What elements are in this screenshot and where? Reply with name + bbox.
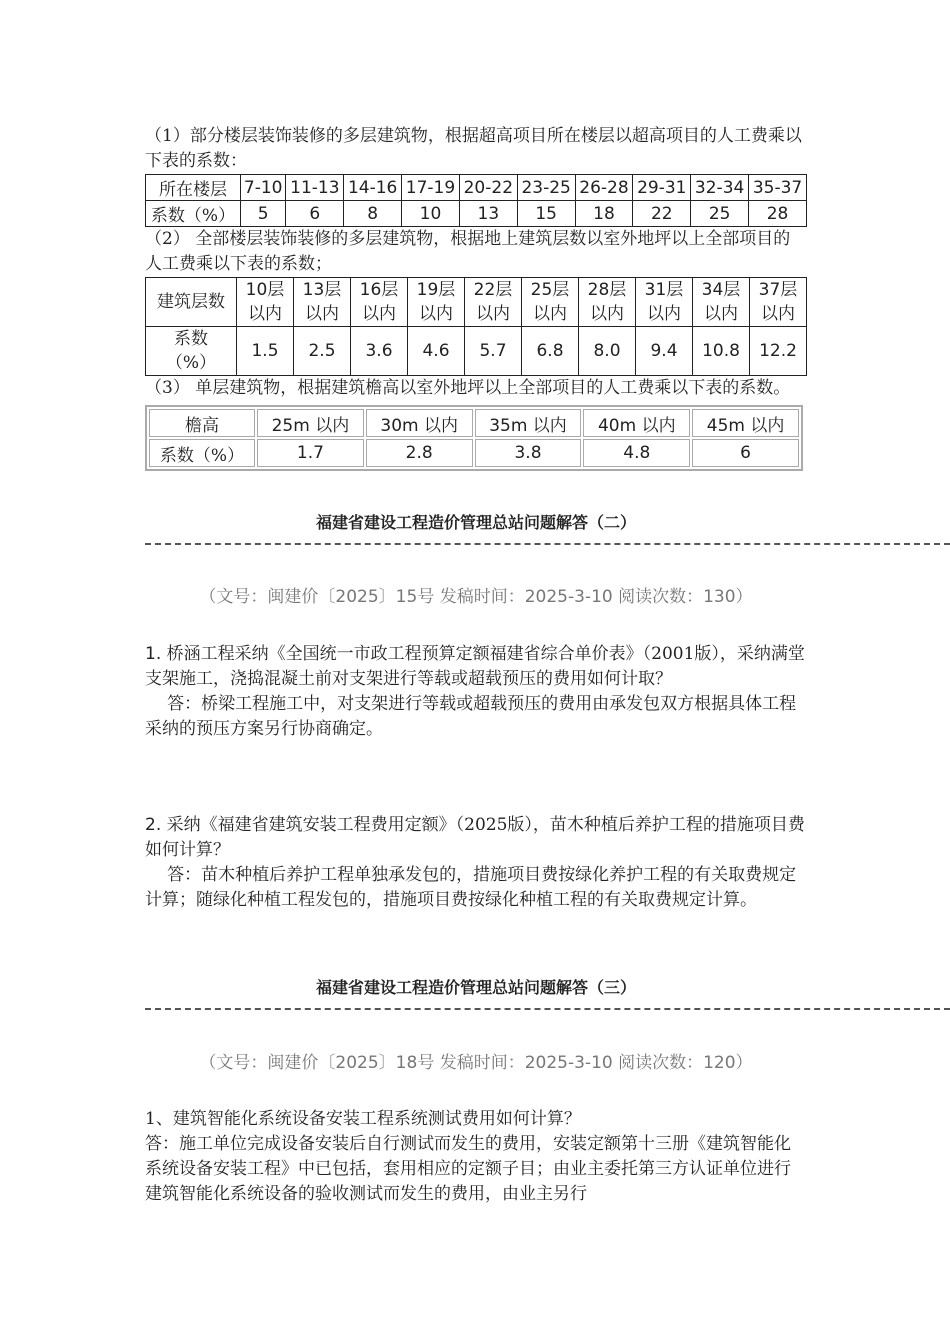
cell-line: 以内 — [476, 304, 510, 324]
question-block — [145, 642, 807, 742]
table-cell: 17-19 — [402, 175, 460, 201]
table-cell: 12.2 — [750, 327, 807, 376]
paragraph-1: （1）部分楼层装饰装修的多层建筑物，根据超高项目所在楼层以超高项目的人工费乘以下表的系数： — [145, 126, 802, 171]
eave-height-table — [145, 405, 803, 471]
table-cell: 6 — [692, 439, 799, 467]
cell-line: 19层 — [416, 280, 456, 300]
table-cell: 23-25 — [517, 175, 575, 201]
table-cell — [522, 278, 579, 327]
table-cell — [351, 278, 408, 327]
cell-line: 31层 — [644, 280, 684, 300]
table-cell: 13 — [459, 201, 517, 227]
table-cell — [408, 278, 465, 327]
table-cell: 系数（%） — [146, 201, 241, 227]
floor-coefficient-table — [145, 174, 807, 227]
question-block — [145, 813, 807, 913]
question-text: 1、建筑智能化系统设备安装工程系统测试费用如何计算？ — [145, 1109, 581, 1129]
table-cell: 1.5 — [237, 327, 294, 376]
table-cell — [465, 278, 522, 327]
article-title: 福建省建设工程造价管理总站问题解答（二） — [315, 513, 636, 532]
table-cell: 10 — [402, 201, 460, 227]
question-body: 桥涵工程采纳《全国统一市政工程预算定额福建省综合单价表》（2001版），采纳满堂支架施工，浇捣混凝土前对支架进行等载或超载预压的费用如何计取？ — [145, 644, 805, 689]
cell-line: 以内 — [419, 304, 453, 324]
question-text — [145, 813, 807, 863]
table-cell — [693, 278, 750, 327]
cell-line: （%） — [165, 353, 217, 373]
table-cell: 6.8 — [522, 327, 579, 376]
layer-coefficient-table — [145, 277, 807, 376]
table-row — [146, 201, 807, 227]
table-cell — [636, 278, 693, 327]
table-cell: 6 — [286, 201, 344, 227]
cell-line: 以内 — [533, 304, 567, 324]
table-cell: 28 — [749, 201, 807, 227]
table-cell: 18 — [575, 201, 633, 227]
cell-line: 以内 — [305, 304, 339, 324]
table-cell: 22 — [633, 201, 691, 227]
table-cell: 檐高 — [149, 409, 255, 437]
table-cell: 20-22 — [459, 175, 517, 201]
table-cell — [294, 278, 351, 327]
table-cell: 1.7 — [257, 439, 364, 467]
cell-line: 以内 — [704, 304, 738, 324]
cell-line: 系数 — [174, 329, 208, 349]
table-cell: 10.8 — [693, 327, 750, 376]
answer-text: 答：苗木种植后养护工程单独承发包的，措施项目费按绿化养护工程的有关取费规定计算；随绿化种植工程发包的，措施项目费按绿化种植工程的有关取费规定计算。 — [145, 865, 797, 910]
table-cell: 32-34 — [691, 175, 749, 201]
question-number: 2. — [145, 815, 162, 835]
cell-line: 28层 — [587, 280, 627, 300]
table-cell — [579, 278, 636, 327]
table-row — [146, 175, 807, 201]
article-title: 福建省建设工程造价管理总站问题解答（三） — [315, 978, 636, 997]
table-cell: 5.7 — [465, 327, 522, 376]
table-cell — [750, 278, 807, 327]
table-cell: 45m 以内 — [692, 409, 799, 437]
table-cell: 35-37 — [749, 175, 807, 201]
cell-line: 16层 — [359, 280, 399, 300]
cell-line: 22层 — [473, 280, 513, 300]
question-number: 1. — [145, 644, 162, 664]
table-cell: 2.5 — [294, 327, 351, 376]
answer-text: 答：施工单位完成设备安装后自行测试而发生的费用，安装定额第十三册《建筑智能化系统设备安装工程》中已包括，套用相应的定额子目；由业主委托第三方认证单位进行建筑智能化系统设备的验收测试而发生的费用，由业主另行 — [145, 1134, 791, 1204]
table-cell: 4.6 — [408, 327, 465, 376]
cell-line: 37层 — [758, 280, 798, 300]
paragraph-2: （2） 全部楼层装饰装修的多层建筑物，根据地上建筑层数以室外地坪以上全部项目的人工费乘以下表的系数； — [145, 229, 791, 274]
table-cell: 4.8 — [583, 439, 690, 467]
cell-line: 以内 — [647, 304, 681, 324]
cell-line: 13层 — [302, 280, 342, 300]
table-cell: 30m 以内 — [366, 409, 473, 437]
table-cell: 15 — [517, 201, 575, 227]
table-cell: 35m 以内 — [475, 409, 582, 437]
table-cell: 9.4 — [636, 327, 693, 376]
cell-line: 以内 — [761, 304, 795, 324]
cell-line: 34层 — [701, 280, 741, 300]
table-cell: 29-31 — [633, 175, 691, 201]
table-cell: 26-28 — [575, 175, 633, 201]
table-row — [149, 409, 799, 437]
table-cell: 40m 以内 — [583, 409, 690, 437]
table-cell: 建筑层数 — [146, 278, 237, 327]
table-cell: 3.6 — [351, 327, 408, 376]
table-cell — [146, 327, 237, 376]
table-cell: 所在楼层 — [146, 175, 241, 201]
question-block — [145, 1107, 807, 1207]
table-cell: 3.8 — [475, 439, 582, 467]
table-cell: 5 — [241, 201, 286, 227]
cell-line: 以内 — [248, 304, 282, 324]
cell-line: 以内 — [590, 304, 624, 324]
divider — [145, 1008, 950, 1010]
table-row — [146, 278, 807, 327]
question-text — [145, 642, 807, 692]
table-cell: 系数（%） — [149, 439, 255, 467]
cell-line: 10层 — [245, 280, 285, 300]
table-cell — [237, 278, 294, 327]
table-cell: 11-13 — [286, 175, 344, 201]
table-cell: 8.0 — [579, 327, 636, 376]
cell-line: 25层 — [530, 280, 570, 300]
document-body — [145, 124, 807, 471]
answer-text: 答：桥梁工程施工中，对支架进行等载或超载预压的费用由承发包双方根据具体工程采纳的预压方案另行协商确定。 — [145, 694, 797, 739]
cell-line: 以内 — [362, 304, 396, 324]
paragraph-3: （3） 单层建筑物，根据建筑檐高以室外地坪以上全部项目的人工费乘以下表的系数。 — [145, 378, 791, 398]
table-cell: 14-16 — [344, 175, 402, 201]
table-cell: 8 — [344, 201, 402, 227]
table-row — [149, 439, 799, 467]
question-body: 采纳《福建省建筑安装工程费用定额》（2025版），苗木种植后养护工程的措施项目费如何计算？ — [145, 815, 805, 860]
article-meta: （文号：闽建价〔2025〕18号 发稿时间：2025-3-10 阅读次数：120） — [199, 1053, 753, 1073]
table-cell: 7-10 — [241, 175, 286, 201]
table-cell: 25 — [691, 201, 749, 227]
table-row — [146, 327, 807, 376]
article-meta: （文号：闽建价〔2025〕15号 发稿时间：2025-3-10 阅读次数：130） — [199, 587, 753, 607]
table-cell: 2.8 — [366, 439, 473, 467]
table-cell: 25m 以内 — [257, 409, 364, 437]
divider — [145, 543, 950, 545]
